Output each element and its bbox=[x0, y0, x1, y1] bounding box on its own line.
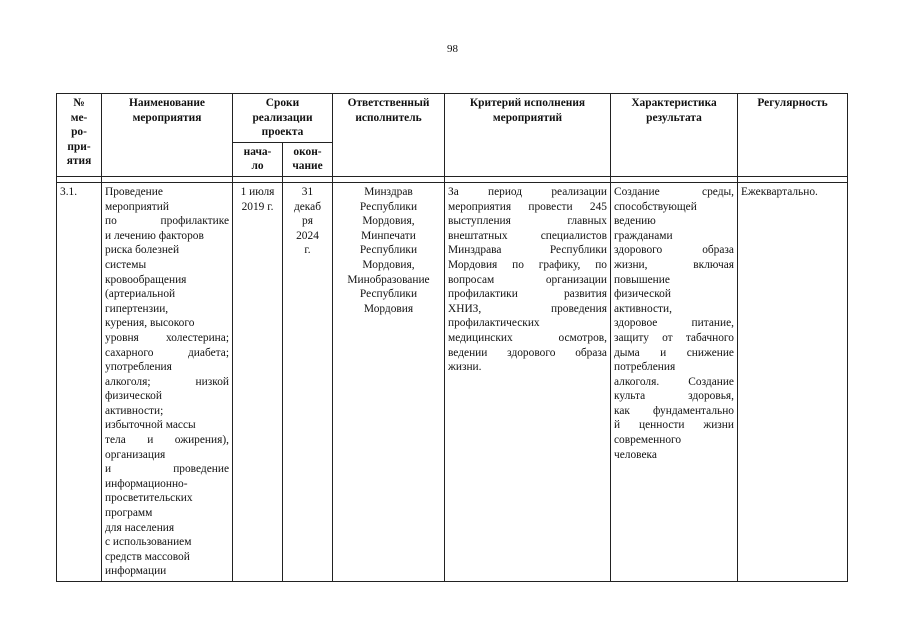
text-line: человека bbox=[614, 448, 657, 461]
text-line: здорового образа bbox=[614, 244, 734, 257]
page-number: 98 bbox=[447, 43, 458, 55]
header-start bbox=[233, 142, 283, 176]
text-line: средств массовой bbox=[105, 550, 190, 563]
text-line: информации bbox=[105, 565, 167, 578]
text-line: и проведение bbox=[105, 463, 229, 476]
text-line: системы bbox=[105, 258, 147, 271]
text-line: медицинских осмотров, bbox=[448, 331, 607, 344]
text-line: ро- bbox=[71, 126, 87, 139]
text-line: кровообращения bbox=[105, 273, 187, 286]
text-line: ХНИЗ, проведения bbox=[448, 302, 607, 315]
text-line: гражданами bbox=[614, 229, 673, 242]
text-line: чание bbox=[292, 160, 323, 173]
text-line: культа здоровья, bbox=[614, 390, 734, 403]
text-line: гипертензии, bbox=[105, 302, 169, 315]
header-dates bbox=[233, 94, 333, 143]
text-line: ятия bbox=[66, 155, 92, 168]
text-line: жизни. bbox=[448, 361, 482, 374]
text-line: Сроки bbox=[265, 97, 300, 109]
text-line: Критерий исполнения bbox=[469, 97, 586, 109]
text-line: реализации bbox=[252, 111, 313, 124]
activities-table bbox=[56, 93, 848, 582]
text-line: активности, bbox=[614, 302, 672, 315]
text-line: ме- bbox=[70, 111, 88, 124]
text-line: жизни, включая bbox=[614, 258, 734, 271]
text-line: 2024 bbox=[296, 229, 319, 242]
text-line: мероприятий bbox=[492, 111, 563, 124]
text-line: информационно- bbox=[105, 477, 188, 490]
text-line: ведении здорового образа bbox=[448, 346, 607, 359]
text-line: исполнитель bbox=[355, 111, 422, 124]
text-line: для населения bbox=[105, 521, 175, 534]
text-line: Проведение bbox=[105, 185, 163, 198]
text-line: ло bbox=[251, 160, 264, 173]
row-regularity: Ежеквартально. bbox=[738, 182, 848, 581]
text-line: дыма и снижение bbox=[614, 346, 734, 359]
text-line: выступления главных bbox=[448, 215, 607, 228]
text-line: (артериальной bbox=[105, 288, 176, 301]
text-line: мероприятия провести 245 bbox=[448, 200, 607, 213]
text-line: Мордовия, bbox=[362, 215, 415, 228]
row-name bbox=[102, 182, 233, 581]
text-line: 1 июля bbox=[240, 185, 275, 198]
text-line: За период реализации bbox=[448, 185, 607, 198]
row-end bbox=[283, 182, 333, 581]
text-line: организация bbox=[105, 448, 166, 461]
text-line: употребления bbox=[105, 361, 172, 374]
text-line: защиту от табачного bbox=[614, 331, 734, 344]
text-line: риска болезней bbox=[105, 244, 180, 257]
text-line: 31 bbox=[301, 185, 314, 198]
text-line: Наименование bbox=[129, 97, 205, 109]
text-line: Республики bbox=[359, 244, 418, 257]
text-line: Создание среды, bbox=[614, 185, 734, 198]
text-line: внештатных специалистов bbox=[448, 229, 607, 242]
text-line: Минобразование bbox=[347, 273, 430, 286]
text-line: и лечению факторов bbox=[105, 229, 204, 242]
text-line: алкоголя. Создание bbox=[614, 375, 734, 388]
text-line: Минпечати bbox=[361, 229, 416, 242]
text-line: избыточной массы bbox=[105, 419, 196, 432]
text-line: способствующей bbox=[614, 200, 697, 213]
row-criterion bbox=[445, 182, 611, 581]
text-line: профилактики развития bbox=[448, 288, 607, 301]
header-result bbox=[611, 94, 738, 177]
text-line: Мордовия по графику, по bbox=[448, 258, 607, 271]
header-name bbox=[102, 94, 233, 177]
text-line: Минздрав bbox=[364, 185, 413, 198]
text-line: программ bbox=[105, 507, 153, 520]
text-line: № bbox=[73, 97, 85, 109]
row-responsible bbox=[333, 182, 445, 581]
text-line: Минздрава Республики bbox=[448, 244, 607, 257]
text-line: Мордовия bbox=[363, 302, 414, 315]
text-line: потребления bbox=[614, 361, 676, 374]
text-line: курения, высокого bbox=[105, 317, 195, 330]
header-end bbox=[283, 142, 333, 176]
table-row bbox=[57, 182, 848, 581]
text-line: как фундаментально bbox=[614, 404, 734, 417]
text-line: по профилактике bbox=[105, 215, 229, 228]
text-line: ря bbox=[302, 215, 313, 228]
row-number: 3.1. bbox=[57, 182, 102, 581]
text-line: 2019 г. bbox=[241, 200, 274, 213]
text-line: ведению bbox=[614, 215, 656, 228]
text-line: здоровое питание, bbox=[614, 317, 734, 330]
text-line: физической bbox=[614, 288, 671, 301]
text-line: повышение bbox=[614, 273, 670, 286]
header-responsible bbox=[333, 94, 445, 177]
text-line: Характеристика bbox=[631, 97, 717, 109]
header-row bbox=[57, 94, 848, 143]
row-result bbox=[611, 182, 738, 581]
header-number bbox=[57, 94, 102, 177]
text-line: декаб bbox=[293, 200, 322, 213]
text-line: нача- bbox=[243, 145, 272, 158]
text-line: г. bbox=[304, 244, 311, 257]
text-line: Регулярность bbox=[757, 97, 828, 109]
text-line: современного bbox=[614, 434, 682, 447]
text-line: при- bbox=[67, 140, 91, 153]
text-line: мероприятий bbox=[105, 200, 169, 213]
text-line: с использованием bbox=[105, 536, 192, 549]
text-line: проекта bbox=[261, 126, 304, 139]
text-line: тела и ожирения), bbox=[105, 434, 229, 447]
header-regularity bbox=[738, 94, 848, 177]
text-line: Республики bbox=[359, 288, 418, 301]
text-line: уровня холестерина; bbox=[105, 331, 229, 344]
row-start bbox=[233, 182, 283, 581]
header-criterion bbox=[445, 94, 611, 177]
text-line: Ответственный bbox=[347, 97, 430, 109]
text-line: Мордовия, bbox=[362, 258, 415, 271]
text-line: й ценности жизни bbox=[614, 419, 734, 432]
text-line: сахарного диабета; bbox=[105, 346, 229, 359]
text-line: профилактических bbox=[448, 317, 540, 330]
text-line: активности; bbox=[105, 404, 164, 417]
text-line: окон- bbox=[293, 145, 322, 158]
text-line: Республики bbox=[359, 200, 418, 213]
text-line: вопросам организации bbox=[448, 273, 607, 286]
text-line: алкоголя; низкой bbox=[105, 375, 229, 388]
text-line: просветительских bbox=[105, 492, 193, 505]
text-line: результата bbox=[646, 111, 702, 124]
text-line: мероприятия bbox=[132, 111, 202, 124]
text-line: физической bbox=[105, 390, 162, 403]
